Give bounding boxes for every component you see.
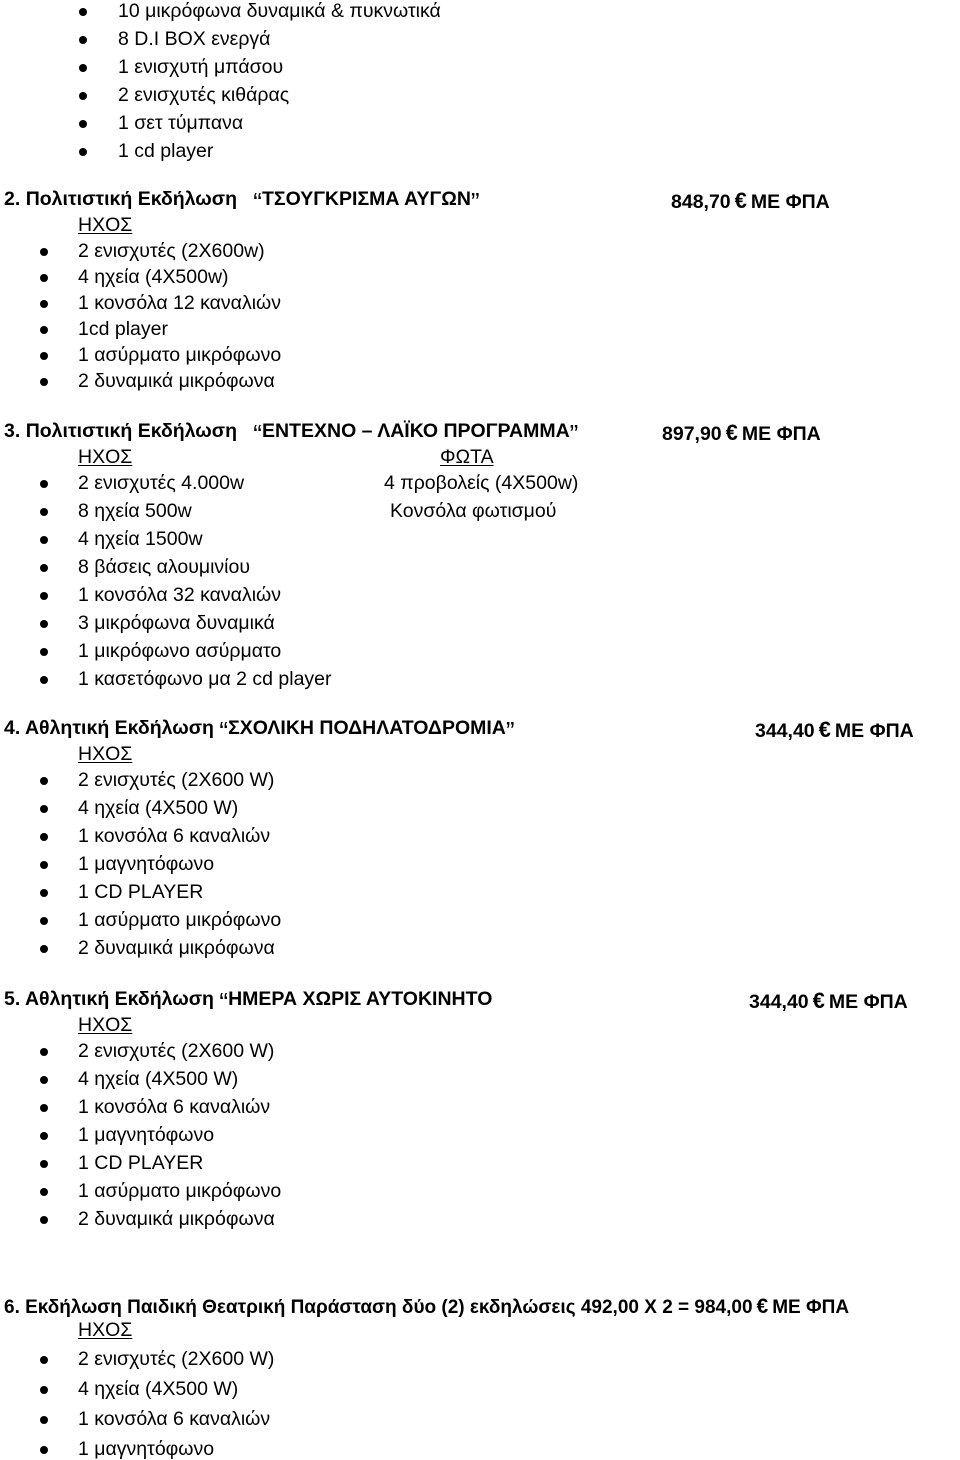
list-item: 1 cd player — [118, 140, 214, 162]
euro-sign-icon: € — [725, 420, 738, 445]
list-item: 1 σετ τύμπανα — [118, 112, 244, 134]
list-item: 8 βάσεις αλουμινίου — [78, 556, 251, 578]
bullet-icon — [40, 805, 48, 813]
bullet-icon — [40, 1216, 48, 1224]
bullet-icon — [79, 92, 87, 100]
list-item: 1 κονσόλα 6 καναλιών — [78, 1408, 271, 1430]
list-item: 1 μαγνητόφωνο — [78, 1438, 215, 1460]
bullet-icon — [40, 833, 48, 841]
bullet-icon — [40, 1416, 48, 1424]
list-item: 4 ηχεία (4Χ500 W) — [78, 1378, 239, 1400]
list-item: 1 ενισχυτή μπάσου — [118, 56, 284, 78]
bullet-icon — [40, 777, 48, 785]
bullet-icon — [79, 8, 87, 16]
event-type: Αθλητική Εκδήλωση — [24, 988, 214, 1010]
section-heading — [4, 1296, 849, 1317]
price-value: 848,70 — [671, 191, 731, 213]
event-name: ΗΜΕΡΑ ΧΩΡΙΣ ΑΥΤΟΚΙΝΗΤΟ — [228, 988, 493, 1010]
bullet-icon — [40, 620, 48, 628]
bullet-icon — [40, 248, 48, 256]
bullet-icon — [40, 1160, 48, 1168]
section-number: 3. — [4, 420, 21, 442]
vat-label: ΜΕ ΦΠΑ — [741, 423, 821, 445]
bullet-icon — [40, 1132, 48, 1140]
list-item: 2 ενισχυτές (2Χ600 W) — [78, 1348, 275, 1370]
lights-item: Κονσόλα φωτισμού — [390, 500, 557, 522]
list-item: 1 κονσόλα 12 καναλιών — [78, 292, 281, 314]
event-price — [749, 990, 908, 1013]
sound-heading: ΗΧΟΣ — [78, 1319, 133, 1341]
event-name: ΤΣΟΥΓΚΡΙΣΜΑ ΑΥΓΩΝ — [261, 188, 471, 210]
list-item: 1 κονσόλα 6 καναλιών — [78, 1096, 271, 1118]
bullet-icon — [40, 564, 48, 572]
bullet-icon — [40, 1076, 48, 1084]
bullet-icon — [40, 648, 48, 656]
open-quote: “ — [253, 187, 262, 217]
event-type: Αθλητική Εκδήλωση — [24, 717, 214, 739]
bullet-icon — [40, 378, 48, 386]
list-item: 1 ασύρματο μικρόφωνο — [78, 344, 282, 366]
bullet-icon — [40, 536, 48, 544]
list-item: 2 ενισχυτές (2Χ600w) — [78, 240, 265, 262]
bullet-icon — [40, 274, 48, 282]
event-name: ΣΧΟΛΙΚΗ ΠΟΔΗΛΑΤΟΔΡΟΜΙΑ — [228, 717, 506, 739]
vat-label: ΜΕ ΦΠΑ — [834, 720, 914, 742]
price-value: 344,40 — [749, 991, 809, 1013]
sound-heading: ΗΧΟΣ — [78, 446, 133, 468]
bullet-icon — [40, 1386, 48, 1394]
euro-sign-icon: € — [818, 717, 831, 742]
section-number: 5. — [4, 988, 21, 1010]
vat-label: ΜΕ ΦΠΑ — [828, 991, 908, 1013]
list-item: 2 ενισχυτές (2Χ600 W) — [78, 769, 275, 791]
open-quote: “ — [253, 419, 262, 449]
list-item: 10 μικρόφωνα δυναμικά & πυκνωτικά — [118, 0, 441, 22]
bullet-icon — [40, 945, 48, 953]
bullet-icon — [40, 1356, 48, 1364]
lights-heading: ΦΩΤΑ — [440, 446, 494, 468]
list-item: 2 δυναμικά μικρόφωνα — [78, 1208, 275, 1230]
vat-label: ΜΕ ΦΠΑ — [750, 191, 830, 213]
bullet-icon — [40, 592, 48, 600]
bullet-icon — [40, 676, 48, 684]
event-type: Πολιτιστική Εκδήλωση — [25, 188, 238, 210]
sound-heading: ΗΧΟΣ — [78, 743, 133, 765]
list-item: 1 CD PLAYER — [78, 881, 204, 903]
section-heading — [4, 716, 515, 746]
section-title: 6. Εκδήλωση Παιδική Θεατρική Παράσταση δύο (2) εκδηλώσεις 492,00 Χ 2 = 984,00 — [4, 1297, 753, 1318]
close-quote: ” — [569, 419, 579, 449]
event-price — [662, 422, 821, 445]
list-item: 1 CD PLAYER — [78, 1152, 204, 1174]
bullet-icon — [40, 1104, 48, 1112]
sound-heading: ΗΧΟΣ — [78, 214, 133, 236]
list-item: 8 ηχεία 500w — [78, 500, 192, 522]
event-name: ΕΝΤΕΧΝΟ – ΛΑΪΚΟ ΠΡΟΓΡΑΜΜΑ — [261, 420, 570, 442]
list-item: 1cd player — [78, 318, 168, 340]
bullet-icon — [40, 889, 48, 897]
event-price — [671, 190, 830, 213]
lights-item: 4 προβολείς (4Χ500w) — [384, 472, 579, 494]
list-item: 1 ασύρματο μικρόφωνο — [78, 1180, 282, 1202]
bullet-icon — [40, 861, 48, 869]
sound-heading: ΗΧΟΣ — [78, 1014, 133, 1036]
section-heading — [4, 419, 579, 449]
list-item: 1 κονσόλα 6 καναλιών — [78, 825, 271, 847]
bullet-icon — [79, 148, 87, 156]
bullet-icon — [79, 120, 87, 128]
section-heading — [4, 187, 480, 217]
list-item: 2 ενισχυτές 4.000w — [78, 472, 245, 494]
bullet-icon — [40, 508, 48, 516]
open-quote: “ — [219, 716, 229, 746]
bullet-icon — [40, 300, 48, 308]
bullet-icon — [40, 352, 48, 360]
list-item: 1 μαγνητόφωνο — [78, 853, 215, 875]
list-item: 2 ενισχυτές κιθάρας — [118, 84, 290, 106]
section-number: 2. — [4, 188, 21, 210]
list-item: 1 κονσόλα 32 καναλιών — [78, 584, 281, 606]
list-item: 4 ηχεία (4Χ500w) — [78, 266, 229, 288]
price-value: 897,90 — [662, 423, 722, 445]
event-type: Πολιτιστική Εκδήλωση — [25, 420, 238, 442]
euro-sign-icon: € — [812, 988, 825, 1013]
bullet-icon — [79, 36, 87, 44]
list-item: 2 δυναμικά μικρόφωνα — [78, 370, 275, 392]
list-item: 1 ασύρματο μικρόφωνο — [78, 909, 282, 931]
list-item: 2 ενισχυτές (2Χ600 W) — [78, 1040, 275, 1062]
bullet-icon — [40, 1048, 48, 1056]
list-item: 4 ηχεία (4Χ500 W) — [78, 797, 239, 819]
bullet-icon — [40, 326, 48, 334]
list-item: 2 δυναμικά μικρόφωνα — [78, 937, 275, 959]
section-heading — [4, 987, 493, 1017]
event-price — [755, 719, 914, 742]
bullet-icon — [79, 64, 87, 72]
euro-sign-icon: € — [756, 1295, 769, 1318]
section-number: 4. — [4, 717, 21, 739]
bullet-icon — [40, 1446, 48, 1454]
list-item: 1 μικρόφωνο ασύρματο — [78, 640, 282, 662]
list-item: 4 ηχεία 1500w — [78, 528, 203, 550]
close-quote: ” — [470, 187, 480, 217]
price-value: 344,40 — [755, 720, 815, 742]
euro-sign-icon: € — [734, 188, 747, 213]
list-item: 1 κασετόφωνο μα 2 cd player — [78, 668, 332, 690]
list-item: 3 μικρόφωνα δυναμικά — [78, 612, 275, 634]
bullet-icon — [40, 480, 48, 488]
list-item: 1 μαγνητόφωνο — [78, 1124, 215, 1146]
list-item: 4 ηχεία (4Χ500 W) — [78, 1068, 239, 1090]
bullet-icon — [40, 1188, 48, 1196]
open-quote: “ — [219, 987, 229, 1017]
vat-label: ΜΕ ΦΠΑ — [772, 1297, 850, 1318]
list-item: 8 D.I BOX ενεργά — [118, 28, 271, 50]
close-quote: ” — [505, 716, 515, 746]
bullet-icon — [40, 917, 48, 925]
